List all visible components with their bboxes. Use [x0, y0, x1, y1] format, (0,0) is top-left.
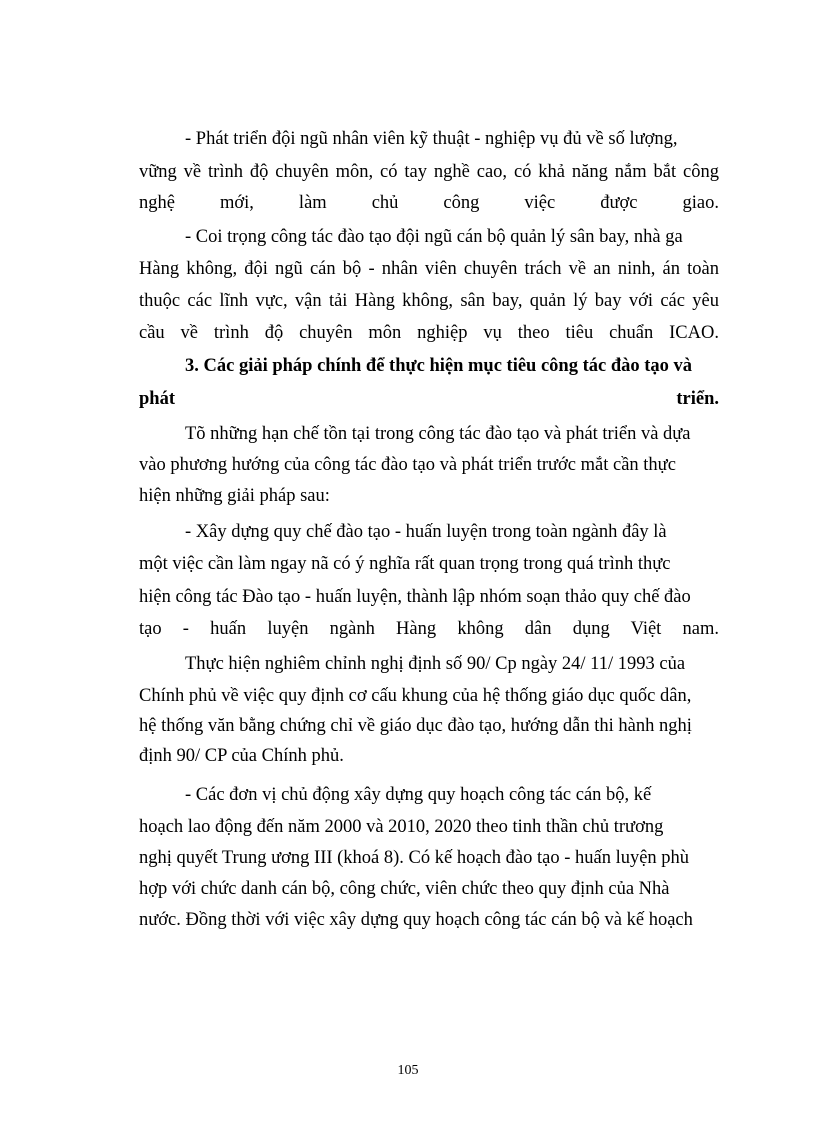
text-line: vào phương hướng của công tác đào tạo và phát triển trước mắt cần thực — [139, 455, 676, 475]
text-line: Chính phủ về việc quy định cơ cấu khung của hệ thống giáo dục quốc dân, — [139, 686, 692, 706]
text-line: nghị quyết Trung ương III (khoá 8). Có kế hoạch đào tạo - huấn luyện phù — [139, 848, 690, 868]
text-line: hiện những giải pháp sau: — [139, 486, 330, 506]
text-line: nước. Đồng thời với việc xây dựng quy hoạch công tác cán bộ và kế hoạch — [139, 910, 693, 930]
text-line: - Coi trọng công tác đào tạo đội ngũ cán bộ quản lý sân bay, nhà ga — [185, 227, 683, 247]
text-line: định 90/ CP của Chính phủ. — [139, 746, 344, 766]
section-heading: phát triển. — [139, 389, 719, 409]
text-line: - Phát triển đội ngũ nhân viên kỹ thuật - nghiệp vụ đủ về số lượng, — [185, 129, 678, 149]
text-line: hoạch lao động đến năm 2000 và 2010, 2020 theo tinh thần chủ trương — [139, 817, 664, 837]
text-line: Tõ những hạn chế tồn tại trong công tác đào tạo và phát triển và dựa — [185, 424, 691, 444]
text-line: thuộc các lĩnh vực, vận tải Hàng không, sân bay, quản lý bay với các yêu — [139, 291, 719, 311]
text-line: tạo - huấn luyện ngành Hàng không dân dụng Việt nam. — [139, 619, 719, 639]
text-line: - Các đơn vị chủ động xây dựng quy hoạch công tác cán bộ, kế — [185, 785, 652, 805]
text-line: vững về trình độ chuyên môn, có tay nghề cao, có khả năng nắm bắt công — [139, 162, 719, 182]
text-line: nghệ mới, làm chủ công việc được giao. — [139, 193, 719, 213]
text-line: một việc cần làm ngay nã có ý nghĩa rất quan trọng trong quá trình thực — [139, 554, 671, 574]
text-line: hệ thống văn bằng chứng chỉ về giáo dục đào tạo, hướng dẫn thi hành nghị — [139, 716, 692, 736]
text-line: - Xây dựng quy chế đào tạo - huấn luyện trong toàn ngành đây là — [185, 522, 667, 542]
section-heading: 3. Các giải pháp chính để thực hiện mục tiêu công tác đào tạo và — [185, 356, 693, 376]
text-line: hợp với chức danh cán bộ, công chức, viên chức theo quy định của Nhà — [139, 879, 670, 899]
text-line: Thực hiện nghiêm chỉnh nghị định số 90/ Cp ngày 24/ 11/ 1993 của — [185, 654, 686, 674]
text-line: hiện công tác Đào tạo - huấn luyện, thành lập nhóm soạn thảo quy chế đào — [139, 587, 691, 607]
page-number: 105 — [397, 1063, 419, 1078]
text-line: Hàng không, đội ngũ cán bộ - nhân viên chuyên trách về an ninh, án toàn — [139, 259, 719, 279]
text-line: cầu về trình độ chuyên môn nghiệp vụ theo tiêu chuẩn ICAO. — [139, 323, 719, 343]
